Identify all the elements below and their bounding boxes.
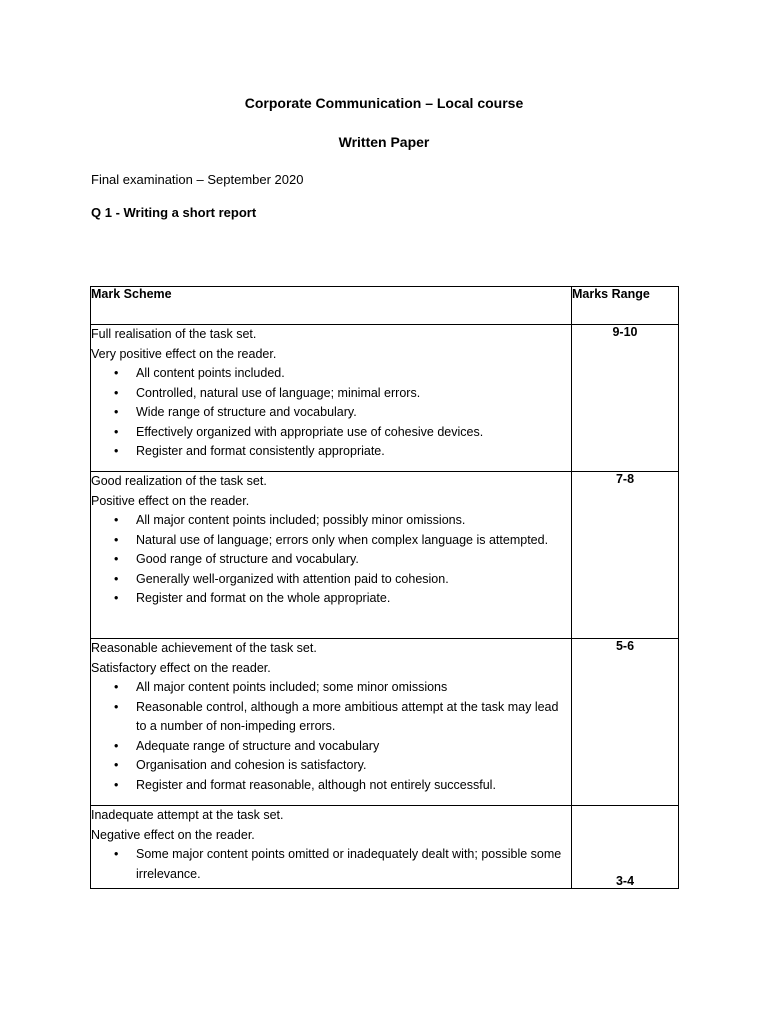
table-row bbox=[91, 472, 679, 639]
criterion-line: Good realization of the task set. bbox=[91, 474, 267, 488]
list-item: • Adequate range of structure and vocabulary bbox=[136, 737, 571, 757]
criterion-line: Reasonable achievement of the task set. bbox=[91, 641, 317, 655]
scheme-description bbox=[91, 472, 572, 639]
list-item: • All major content points included; some minor omissions bbox=[136, 678, 571, 698]
criteria-list bbox=[91, 678, 571, 795]
document-title: Corporate Communication – Local course bbox=[244, 95, 524, 111]
document-subtitle: Written Paper bbox=[338, 134, 430, 150]
scheme-description bbox=[91, 639, 572, 806]
marks-range-value: 7-8 bbox=[572, 472, 679, 639]
criteria-list bbox=[91, 511, 571, 609]
table-header-row bbox=[91, 287, 679, 325]
criterion-line: Inadequate attempt at the task set. bbox=[91, 808, 284, 822]
list-item: • Organisation and cohesion is satisfactory. bbox=[136, 756, 571, 776]
header-marks-range: Marks Range bbox=[572, 287, 679, 325]
header-mark-scheme: Mark Scheme bbox=[91, 287, 572, 325]
marks-range-value: 5-6 bbox=[572, 639, 679, 806]
table-row bbox=[91, 639, 679, 806]
effect-line: Satisfactory effect on the reader. bbox=[91, 660, 271, 675]
list-item: • Some major content points omitted or inadequately dealt with; possible some irrelevance. bbox=[136, 845, 571, 884]
list-item: • All major content points included; possibly minor omissions. bbox=[136, 511, 571, 531]
list-item: • Reasonable control, although a more ambitious attempt at the task may lead to a number of non-impeding errors. bbox=[136, 698, 571, 737]
list-item: • Effectively organized with appropriate use of cohesive devices. bbox=[136, 423, 571, 443]
criteria-list bbox=[91, 845, 571, 884]
list-item: • All content points included. bbox=[136, 364, 571, 384]
list-item: • Generally well-organized with attention paid to cohesion. bbox=[136, 570, 571, 590]
effect-line: Positive effect on the reader. bbox=[91, 493, 250, 508]
effect-line: Very positive effect on the reader. bbox=[91, 346, 277, 361]
scheme-description bbox=[91, 325, 572, 472]
criterion-line: Full realisation of the task set. bbox=[91, 327, 257, 341]
list-item: • Good range of structure and vocabulary. bbox=[136, 550, 571, 570]
marks-range-value: 9-10 bbox=[572, 325, 679, 472]
list-item: • Wide range of structure and vocabulary. bbox=[136, 403, 571, 423]
list-item: • Register and format reasonable, although not entirely successful. bbox=[136, 776, 571, 796]
scheme-description bbox=[91, 806, 572, 889]
effect-line: Negative effect on the reader. bbox=[91, 827, 255, 842]
marks-range-value: 3-4 bbox=[572, 806, 679, 889]
list-item: • Natural use of language; errors only when complex language is attempted. bbox=[136, 531, 571, 551]
list-item: • Controlled, natural use of language; minimal errors. bbox=[136, 384, 571, 404]
list-item: • Register and format on the whole appropriate. bbox=[136, 589, 571, 609]
criteria-list bbox=[91, 364, 571, 462]
list-item: • Register and format consistently appropriate. bbox=[136, 442, 571, 462]
exam-line: Final examination – September 2020 bbox=[91, 172, 304, 187]
mark-scheme-table bbox=[90, 286, 679, 889]
table-row bbox=[91, 325, 679, 472]
question-heading: Q 1 - Writing a short report bbox=[91, 205, 257, 220]
table-row bbox=[91, 806, 679, 889]
